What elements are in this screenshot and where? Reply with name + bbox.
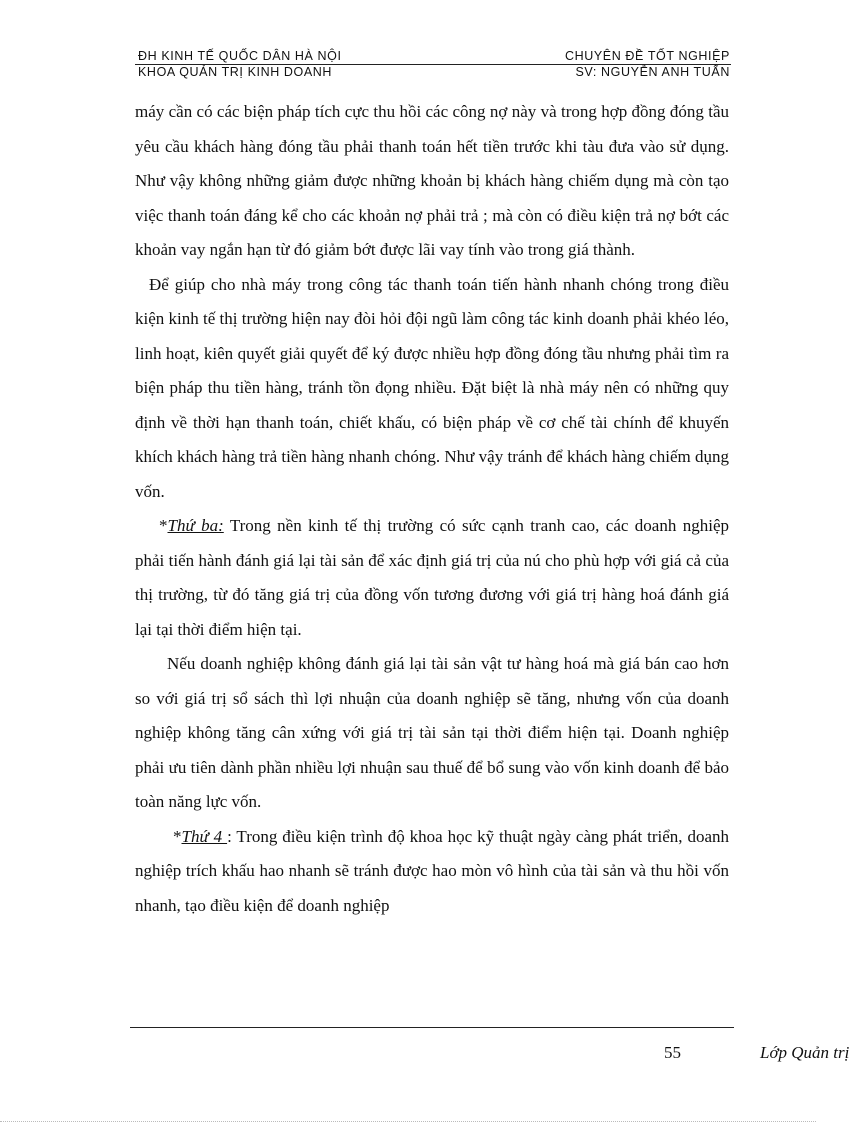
bullet-marker: * — [159, 516, 168, 535]
section-label: Thứ 4 — [181, 826, 228, 846]
paragraph: máy cần có các biện pháp tích cực thu hồi các công nợ này và trong hợp đồng đóng tầu yêu cầu khách hàng đóng tầu phải thanh toán hết tiền trước khi tàu đưa vào sử dụng. Như vậy không những giảm được những khoản bị khách hàng chiếm dụng mà còn tạo việc thanh toán đáng kể cho các khoản nợ phải trả ; mà còn có điều kiện trả nợ bớt các khoản vay ngắn hạn từ đó giảm bớt được lãi vay tính vào trong giá thành. — [135, 102, 729, 259]
paragraph — [135, 820, 729, 924]
bullet-marker: * — [173, 826, 182, 846]
section-label: Thứ ba: — [167, 516, 224, 535]
body-text — [135, 95, 729, 923]
student-name: SV: NGUYỄN ANH TUẤN — [575, 65, 730, 79]
paragraph-text: : Trong điều kiện trình độ khoa học kỹ thuật ngày càng phát triển, doanh nghiệp trích khấu hao nhanh sẽ tránh được hao mòn vô hình của tài sản và thu hồi vốn nhanh, tạo điều kiện để doanh nghiệp — [135, 826, 729, 915]
header-divider — [135, 64, 731, 65]
class-label: Lớp Quản trị — [760, 1043, 849, 1062]
paragraph: Để giúp cho nhà máy trong công tác thanh toán tiến hành nhanh chóng trong điều kiện kinh tế thị trường hiện nay đòi hỏi đội ngũ làm công tác kinh doanh phải khéo léo, linh hoạt, kiên quyết giải quyết để ký được nhiều hợp đồng đóng tầu nhưng phải tìm ra biện pháp thu tiền hàng, tránh tồn đọng nhiều. Đặt biệt là nhà máy nên có những quy định về thời hạn thanh toán, chiết khấu, có biện pháp về cơ chế tài chính để khuyến khích khách hàng trả tiền hàng nhanh chóng. Như vậy tránh để khách hàng chiếm dụng vốn. — [135, 274, 729, 501]
footer-divider — [130, 1027, 734, 1028]
paragraph — [135, 509, 729, 647]
document-type: CHUYÊN ĐỀ TỐT NGHIỆP — [564, 49, 730, 63]
paragraph-text: Trong nền kinh tế thị trường có sức cạnh tranh cao, các doanh nghiệp phải tiến hành đánh giá lại tài sản để xác định giá trị của nú cho phù hợp với giá cả của thị trường, từ đó tăng giá trị của đồng vốn tương đương với giá trị hàng hoá đánh giá lại tại thời điểm hiện tại. — [135, 516, 729, 639]
university-name: ĐH KINH TẾ QUỐC DÂN HÀ NỘI — [138, 49, 342, 63]
page-number: 55 — [664, 1043, 681, 1062]
page-edge-divider — [0, 1121, 816, 1122]
faculty-name: KHOA QUẢN TRỊ KINH DOANH — [138, 65, 333, 79]
paragraph: Nếu doanh nghiệp không đánh giá lại tài sản vật tư hàng hoá mà giá bán cao hơn so với giá trị sổ sách thì lợi nhuận của doanh nghiệp sẽ tăng, nhưng vốn của doanh nghiệp không tăng cân xứng với giá trị tài sản tại thời điểm hiện tại. Doanh nghiệp phải ưu tiên dành phần nhiều lợi nhuận sau thuế để bổ sung vào vốn kinh doanh để bảo toàn năng lực vốn. — [135, 654, 729, 811]
